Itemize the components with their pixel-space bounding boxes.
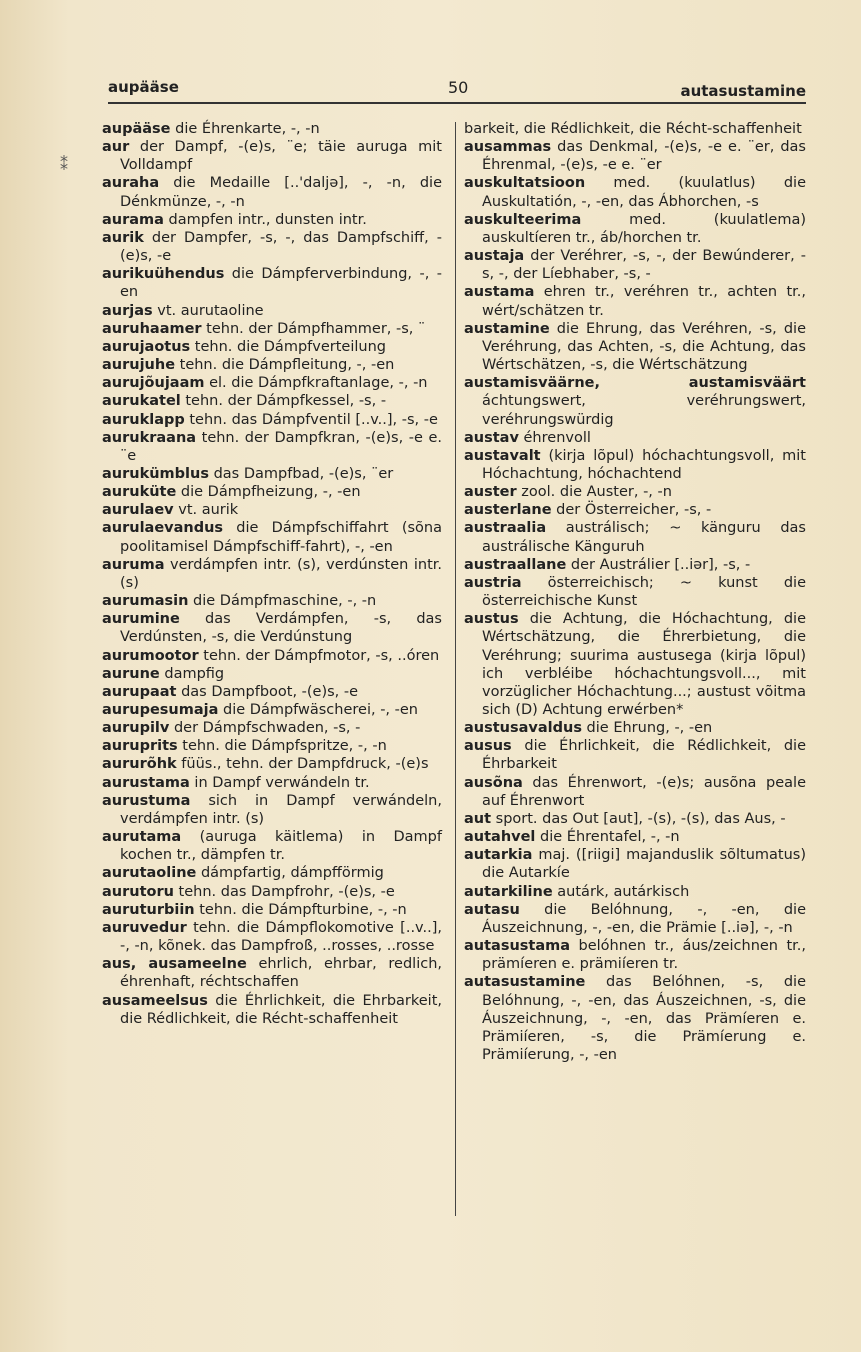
entry-definition: der Dámpfschwaden, -s, - bbox=[169, 720, 361, 737]
entry-headword: aurjas bbox=[102, 302, 153, 319]
entry-definition: ehrlich, ehrbar, redlich, éhrenhaft, réchtschaffen bbox=[120, 956, 442, 991]
entry-definition: das Verdámpfen, -s, das Verdúnsten, -s, die Verdúnstung bbox=[120, 611, 442, 646]
entry-definition: die Dámpfwäscherei, -, -en bbox=[218, 702, 418, 718]
dictionary-entry bbox=[464, 719, 806, 737]
dictionary-entry bbox=[464, 120, 806, 138]
dictionary-entry bbox=[464, 846, 806, 882]
entry-definition: dámpfartig, dámpfförmig bbox=[196, 865, 384, 882]
entry-definition: tehn. der Dampfkran, -(e)s, -e e. ¨e bbox=[120, 429, 442, 464]
dictionary-entry bbox=[102, 755, 442, 773]
entry-headword: aurulaevandus bbox=[102, 520, 224, 537]
dictionary-entry bbox=[464, 374, 806, 428]
entry-definition: die Éhrlichkeit, die Rédlichkeit, die Éhrbarkeit bbox=[482, 738, 806, 773]
entry-definition: verdámpfen intr. (s), verdúnsten intr. (s) bbox=[120, 556, 442, 591]
dictionary-entry bbox=[102, 701, 442, 719]
entry-definition: med. (kuulatlus) die Auskultatión, -, -en, das Ábhorchen, -s bbox=[482, 175, 806, 210]
entry-definition: tehn. das Dámpfventil [..v..], -s, -e bbox=[184, 411, 438, 428]
entry-definition: éhrenvoll bbox=[518, 429, 591, 446]
dictionary-entry bbox=[464, 519, 806, 555]
dictionary-entry bbox=[102, 919, 442, 955]
dictionary-entry bbox=[464, 138, 806, 174]
dictionary-entry bbox=[102, 955, 442, 991]
dictionary-entry bbox=[102, 320, 442, 338]
entry-definition: der Dampf, -(e)s, ¨e; täie auruga mit Volldampf bbox=[120, 139, 442, 174]
entry-definition: ehren tr., veréhren tr., achten tr., wért/schätzen tr. bbox=[482, 284, 806, 319]
entry-definition: der Austrálier [..iər], -s, - bbox=[566, 556, 751, 573]
dictionary-entry bbox=[464, 828, 806, 846]
entry-definition: austrálisch; ~ känguru das austrálische Känguruh bbox=[482, 520, 806, 555]
dictionary-entry bbox=[102, 883, 442, 901]
dictionary-entry bbox=[464, 320, 806, 374]
entry-headword: austraallane bbox=[464, 556, 567, 573]
entry-definition: die Éhrenkarte, -, -n bbox=[170, 121, 320, 137]
dictionary-entry bbox=[464, 737, 806, 773]
entry-headword: auruklapp bbox=[102, 411, 185, 428]
entry-headword: auruma bbox=[102, 556, 165, 573]
dictionary-entry bbox=[464, 174, 806, 210]
dictionary-entry bbox=[102, 211, 442, 229]
entry-headword: autarkiline bbox=[464, 883, 553, 900]
left-column bbox=[102, 120, 442, 1028]
entry-definition: die Dámpferverbindung, -, -en bbox=[120, 266, 442, 301]
entry-definition: tehn. die Dámpfleitung, -, -en bbox=[175, 357, 395, 374]
entry-headword: aurutaoline bbox=[102, 865, 197, 882]
dictionary-entry bbox=[464, 937, 806, 973]
entry-headword: auskultatsioon bbox=[464, 175, 586, 192]
entry-definition: die Ehrung, das Veréhren, -s, die Veréhrung, das Achten, -s, die Achtung, das Wértschätzen, -s, die Wértschätzung bbox=[482, 320, 806, 374]
entry-definition: dampfen intr., dunsten intr. bbox=[163, 211, 367, 228]
entry-definition: tehn. der Dámpfkessel, -s, - bbox=[180, 393, 387, 410]
entry-headword: aut bbox=[464, 810, 492, 827]
entry-definition: tehn. die Dámpfspritze, -, -n bbox=[177, 738, 387, 755]
right-guide-word: autasustamine bbox=[680, 82, 806, 100]
entry-headword: autarkia bbox=[464, 847, 533, 864]
entry-headword: aurujuhe bbox=[102, 357, 176, 374]
dictionary-entry bbox=[102, 411, 442, 429]
entry-headword: aurama bbox=[102, 211, 164, 228]
dictionary-entry bbox=[102, 737, 442, 755]
dictionary-entry bbox=[102, 665, 442, 683]
entry-definition: (kirja lõpul) hóchachtungsvoll, mit Hóchachtung, hóchachtend bbox=[482, 447, 806, 482]
dictionary-entry bbox=[102, 828, 442, 864]
entry-definition: die Ehrung, -, -en bbox=[581, 720, 713, 737]
entry-definition: vt. aurik bbox=[173, 502, 239, 519]
dictionary-entry bbox=[102, 229, 442, 265]
dictionary-entry bbox=[102, 120, 442, 138]
dictionary-entry bbox=[464, 283, 806, 319]
dictionary-entry bbox=[102, 138, 442, 174]
entry-definition: die Dámpfschiffahrt (sõna poolitamisel Dámpfschiff-fahrt), -, -en bbox=[120, 520, 442, 555]
dictionary-entry bbox=[102, 992, 442, 1028]
entry-headword: auster bbox=[464, 484, 517, 501]
entry-headword: aurustama bbox=[102, 774, 190, 791]
entry-headword: auruprits bbox=[102, 738, 178, 755]
dictionary-entry bbox=[102, 429, 442, 465]
entry-headword: ausus bbox=[464, 738, 512, 755]
entry-headword: austav bbox=[464, 429, 519, 446]
entry-headword: austusavaldus bbox=[464, 720, 582, 737]
entry-definition: tehn. die Dámpfturbine, -, -n bbox=[194, 901, 407, 918]
dictionary-entry bbox=[464, 883, 806, 901]
entry-definition: tehn. die Dámpflokomotive [..v..], -, -n, kõnek. das Dampfroß, ..rosses, ..rosse bbox=[120, 919, 442, 955]
entry-headword: aupääse bbox=[102, 121, 171, 137]
entry-headword: auruküte bbox=[102, 484, 177, 501]
entry-definition: belóhnen tr., áus/zeichnen tr., prämíeren e. prämiíeren tr. bbox=[482, 938, 806, 973]
entry-headword: ausameelsus bbox=[102, 992, 208, 1009]
entry-headword: austaja bbox=[464, 248, 525, 265]
dictionary-entry bbox=[464, 901, 806, 937]
entry-definition: tehn. die Dámpfverteilung bbox=[190, 338, 386, 355]
entry-headword: austamine bbox=[464, 320, 550, 337]
page-header bbox=[108, 78, 806, 104]
dictionary-entry bbox=[102, 302, 442, 320]
entry-headword: auruvedur bbox=[102, 919, 187, 936]
entry-definition: sich in Dampf verwándeln, verdámpfen intr. (s) bbox=[120, 792, 442, 827]
dictionary-entry bbox=[102, 864, 442, 882]
entry-headword: aurumasin bbox=[102, 593, 189, 610]
dictionary-entry bbox=[464, 483, 806, 501]
entry-headword: austavalt bbox=[464, 447, 541, 464]
dictionary-entry bbox=[102, 465, 442, 483]
entry-headword: austamisväärne, austamisväärt bbox=[464, 375, 806, 392]
dictionary-entry bbox=[102, 483, 442, 501]
entry-definition: tehn. der Dámpfmotor, -s, ..óren bbox=[198, 647, 440, 664]
right-column bbox=[464, 120, 806, 1064]
entry-definition: el. die Dámpfkraftanlage, -, -n bbox=[204, 375, 428, 392]
entry-headword: autasustamine bbox=[464, 974, 586, 991]
entry-definition: dampfig bbox=[159, 665, 225, 682]
entry-headword: aurukatel bbox=[102, 393, 181, 410]
entry-headword: austerlane bbox=[464, 502, 552, 519]
dictionary-entry bbox=[102, 265, 442, 301]
entry-definition: die Éhrentafel, -, -n bbox=[535, 829, 680, 846]
entry-headword: aurutoru bbox=[102, 883, 174, 900]
entry-definition: das Belóhnen, -s, die Belóhnung, -, -en, das Áuszeichnen, -s, die Áuszeichnung, -, -en, das Prämíeren e. Prämiíeren, -s, die Prämíerung e. Prämiíerung, -, -en bbox=[482, 974, 806, 1063]
entry-headword: aurik bbox=[102, 229, 144, 246]
entry-definition: der Veréhrer, -s, -, der Bewúnderer, -s, -, der Líebhaber, -s, - bbox=[482, 248, 806, 283]
column-divider bbox=[455, 122, 456, 1216]
dictionary-entry bbox=[102, 792, 442, 828]
entry-headword: aurulaev bbox=[102, 502, 174, 519]
dictionary-entry bbox=[464, 574, 806, 610]
entry-definition: maj. ([riigi] majanduslik sõltumatus) die Autarkíe bbox=[482, 847, 806, 882]
entry-definition: die Achtung, die Hóchachtung, die Wértschätzung, die Éhrerbietung, die Veréhrung; suurima austusega (kirja lõpul) ich verbléibe hóchachtungsvoll..., mit vorzüglicher Hóchachtung...; austust võitma sich (D) Achtung erwérben* bbox=[482, 611, 806, 718]
entry-definition: barkeit, die Rédlichkeit, die Récht-schaffenheit bbox=[464, 121, 802, 137]
entry-headword: austama bbox=[464, 284, 535, 301]
entry-headword: aurujõujaam bbox=[102, 375, 205, 392]
entry-definition: die Éhrlichkeit, die Ehrbarkeit, die Rédlichkeit, die Récht-schaffenheit bbox=[120, 992, 442, 1027]
entry-definition: áchtungswert, veréhrungswert, veréhrungswürdig bbox=[482, 393, 806, 428]
entry-definition: die Dámpfmaschine, -, -n bbox=[188, 593, 377, 610]
dictionary-entry bbox=[464, 610, 806, 719]
entry-definition: österreichisch; ~ kunst die österreichische Kunst bbox=[482, 574, 806, 610]
entry-definition: das Denkmal, -(e)s, -e e. ¨er, das Éhrenmal, -(e)s, -e e. ¨er bbox=[482, 139, 806, 174]
entry-headword: aurupaat bbox=[102, 683, 177, 700]
entry-headword: aus, ausameelne bbox=[102, 956, 247, 973]
dictionary-entry bbox=[102, 774, 442, 792]
dictionary-entry bbox=[464, 556, 806, 574]
dictionary-entry bbox=[464, 501, 806, 519]
dictionary-entry bbox=[102, 719, 442, 737]
dictionary-entry bbox=[102, 556, 442, 592]
entry-headword: auruhaamer bbox=[102, 320, 202, 337]
dictionary-entry bbox=[464, 973, 806, 1064]
entry-headword: aurupilv bbox=[102, 720, 170, 737]
dictionary-entry bbox=[102, 501, 442, 519]
entry-headword: aururõhk bbox=[102, 756, 177, 773]
dictionary-entry bbox=[102, 356, 442, 374]
dictionary-entry bbox=[102, 392, 442, 410]
entry-definition: die Belóhnung, -, -en, die Áuszeichnung, -, -en, die Prämie [..iə], -, -n bbox=[482, 901, 806, 936]
entry-definition: autárk, autárkisch bbox=[552, 883, 690, 900]
page-number: 50 bbox=[448, 78, 469, 97]
entry-definition: vt. aurutaoline bbox=[152, 302, 264, 319]
entry-headword: autahvel bbox=[464, 829, 536, 846]
entry-headword: aur bbox=[102, 139, 130, 156]
dictionary-entry bbox=[102, 683, 442, 701]
dictionary-entry bbox=[464, 447, 806, 483]
entry-definition: das Dampfboot, -(e)s, -e bbox=[176, 683, 359, 700]
dictionary-entry bbox=[464, 211, 806, 247]
dictionary-entry bbox=[464, 429, 806, 447]
entry-headword: aurune bbox=[102, 665, 160, 682]
dictionary-entry bbox=[102, 592, 442, 610]
entry-headword: aurikuühendus bbox=[102, 266, 225, 283]
entry-headword: autasu bbox=[464, 901, 520, 918]
dictionary-entry bbox=[464, 774, 806, 810]
entry-definition: das Dampfbad, -(e)s, ¨er bbox=[208, 465, 394, 482]
dictionary-entry bbox=[102, 174, 442, 210]
dictionary-entry bbox=[102, 647, 442, 665]
entry-headword: aurukümblus bbox=[102, 465, 209, 482]
entry-headword: aurutama bbox=[102, 829, 182, 846]
dictionary-entry bbox=[102, 901, 442, 919]
entry-definition: der Österreicher, -s, - bbox=[551, 502, 712, 519]
entry-headword: auskulteerima bbox=[464, 211, 582, 228]
entry-headword: auraha bbox=[102, 175, 160, 192]
entry-definition: das Éhrenwort, -(e)s; ausõna peale auf Éhrenwort bbox=[482, 774, 806, 809]
entry-headword: aurupesumaja bbox=[102, 702, 219, 718]
entry-headword: aurumine bbox=[102, 611, 180, 628]
dictionary-entry bbox=[102, 610, 442, 646]
entry-headword: auruturbiin bbox=[102, 901, 195, 918]
entry-definition: die Dámpfheizung, -, -en bbox=[176, 484, 361, 501]
entry-headword: aurumootor bbox=[102, 647, 199, 664]
entry-headword: austraalia bbox=[464, 520, 547, 537]
dictionary-entry bbox=[464, 247, 806, 283]
entry-definition: sport. das Out [aut], -(s), -(s), das Aus, - bbox=[491, 810, 786, 827]
entry-definition: tehn. das Dampfrohr, -(e)s, -e bbox=[173, 883, 395, 900]
entry-headword: austus bbox=[464, 611, 519, 628]
left-guide-word: aupääse bbox=[108, 78, 179, 96]
margin-mark: ⁑ bbox=[60, 155, 68, 174]
entry-headword: aurukraana bbox=[102, 429, 197, 446]
entry-headword: aurustuma bbox=[102, 792, 191, 809]
entry-definition: die Medaille [..'daljə], -, -n, die Dénkmünze, -, -n bbox=[120, 175, 442, 210]
entry-headword: aurujaotus bbox=[102, 338, 191, 355]
dictionary-entry bbox=[464, 810, 806, 828]
dictionary-entry bbox=[102, 519, 442, 555]
dictionary-entry bbox=[102, 374, 442, 392]
entry-definition: med. (kuulatlema) auskultíeren tr., áb/horchen tr. bbox=[482, 211, 806, 246]
entry-definition: (auruga käitlema) in Dampf kochen tr., dämpfen tr. bbox=[120, 829, 442, 864]
entry-headword: austria bbox=[464, 574, 522, 591]
entry-headword: ausõna bbox=[464, 774, 523, 791]
entry-definition: der Dampfer, -s, -, das Dampfschiff, -(e)s, -e bbox=[120, 229, 442, 265]
entry-definition: füüs., tehn. der Dampfdruck, -(e)s bbox=[176, 756, 429, 773]
entry-definition: tehn. der Dámpfhammer, -s, ¨ bbox=[201, 320, 426, 337]
entry-definition: in Dampf verwándeln tr. bbox=[189, 774, 370, 791]
dictionary-entry bbox=[102, 338, 442, 356]
entry-headword: autasustama bbox=[464, 938, 571, 955]
entry-definition: zool. die Auster, -, -n bbox=[516, 484, 672, 501]
entry-headword: ausammas bbox=[464, 139, 552, 156]
